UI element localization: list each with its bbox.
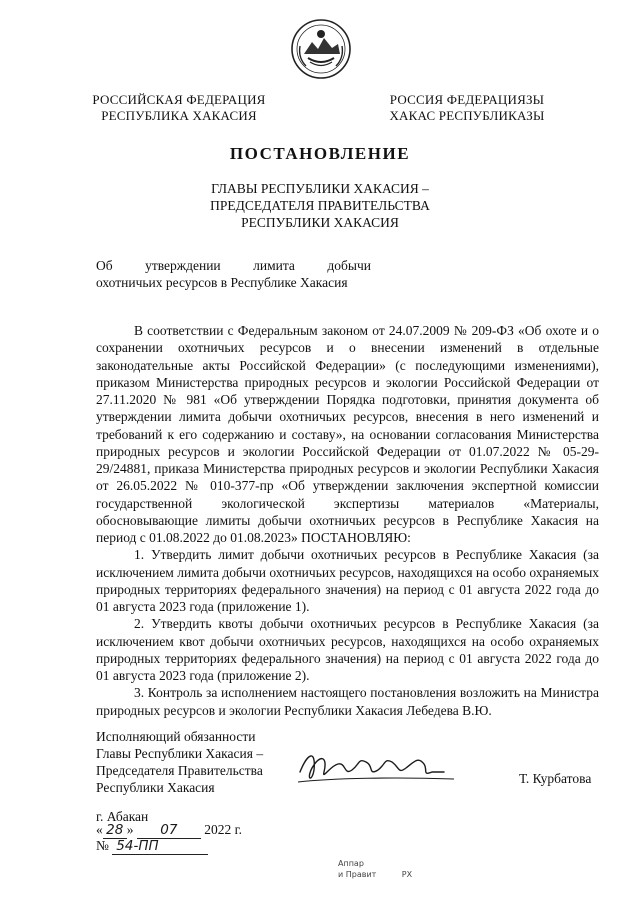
date-year: 2022 г. — [204, 822, 243, 837]
clause-paragraph: 3. Контроль за исполнением настоящего постановления возложить на Министра природных ресурсов и экологии Республики Хакасия Лебедева В.Ю. — [96, 685, 599, 718]
header-left-line: РОССИЙСКАЯ ФЕДЕРАЦИЯ — [92, 92, 266, 107]
subject-word: Об — [96, 258, 113, 273]
header-right — [376, 92, 558, 124]
coat-of-arms-icon — [290, 18, 352, 80]
number-value: 54-ПП — [112, 838, 208, 855]
header-left-line: РЕСПУБЛИКА ХАКАСИЯ — [101, 108, 257, 123]
header-right-line: ХАКАС РЕСПУБЛИКАЗЫ — [389, 108, 545, 123]
position-line: Председателя Правительства — [96, 763, 263, 778]
office-stamp — [338, 858, 412, 880]
preamble-paragraph: В соответствии с Федеральным законом от 24.07.2009 № 209-ФЗ «Об охоте и о сохранении охотничьих ресурсов и о внесении изменений в отдельные законодательные акты Российской Федерации» (с последующими изменениями), приказом Министерства природных ресурсов и экологии Российской Федерации от 27.11.2020 № 981 «Об утверждении Порядка подготовки, принятия документа об утверждении лимита добычи охотничьих ресурсов, внесения в него изменений и требований к его содержанию и составу», на основании согласования Министерства природных ресурсов и экологии Российской Федерации от 01.07.2022 № 05-29-29/24881, приказа Министерства природных ресурсов и экологии Республики Хакасия от 26.05.2022 № 010-377-пр «Об утверждении заключения экспертной комиссии государственной экологической экспертизы материалов «Материалы, обосновывающие лимиты добычи охотничьих ресурсов в Республике Хакасия на период с 01.08.2022 до 01.08.2023» ПОСТАНОВЛЯЮ: — [96, 323, 599, 545]
document-subject — [96, 257, 371, 291]
header-left — [88, 92, 270, 124]
subject-word: утверждении — [145, 258, 221, 273]
document-number — [96, 838, 208, 855]
clause-paragraph: 2. Утвердить квоты добычи охотничьих ресурсов в Республике Хакасия (за исключением квот добычи охотничьих ресурсов, находящихся на особо охраняемых природных территориях федерального значения) на период с 01 августа 2022 года до 01 августа 2023 года (приложение 2). — [96, 616, 599, 683]
subtitle-line: РЕСПУБЛИКИ ХАКАСИЯ — [241, 215, 399, 230]
position-line: Исполняющий обязанности — [96, 729, 256, 744]
document-subtitle — [180, 180, 460, 231]
subject-line-2: охотничьих ресурсов в Республике Хакасия — [96, 275, 348, 290]
stamp-line: и Правит РХ — [338, 870, 413, 879]
subtitle-line: ГЛАВЫ РЕСПУБЛИКИ ХАКАСИЯ – — [211, 181, 429, 196]
position-line: Главы Республики Хакасия – — [96, 746, 264, 761]
document-body — [96, 322, 599, 719]
issue-date — [96, 822, 242, 839]
signatory-position — [96, 728, 263, 796]
handwritten-signature — [294, 742, 464, 790]
date-day: 28 — [103, 822, 127, 839]
number-prefix: № — [96, 838, 109, 853]
subject-word: добычи — [327, 258, 371, 273]
position-line: Республики Хакасия — [96, 780, 215, 795]
date-open-quote: « — [96, 822, 103, 837]
clause-paragraph: 1. Утвердить лимит добычи охотничьих ресурсов в Республике Хакасия (за исключением лимита добычи охотничьих ресурсов, находящихся на особо охраняемых природных территориях федерального значения) на период с 01 августа 2022 года до 01 августа 2023 года (приложение 1). — [96, 547, 600, 614]
subject-word: лимита — [253, 258, 295, 273]
document-title: ПОСТАНОВЛЕНИЕ — [229, 144, 411, 163]
date-close-quote: » — [126, 822, 134, 837]
stamp-line: Аппар — [338, 859, 364, 868]
issue-place: г. Абакан — [96, 809, 149, 824]
subtitle-line: ПРЕДСЕДАТЕЛЯ ПРАВИТЕЛЬСТВА — [210, 198, 430, 213]
signer-name: Т. Курбатова — [519, 771, 592, 786]
header-right-line: РОССИЯ ФЕДЕРАЦИЯЗЫ — [389, 92, 545, 107]
date-month: 07 — [137, 822, 201, 839]
subject-line-1 — [96, 257, 371, 274]
